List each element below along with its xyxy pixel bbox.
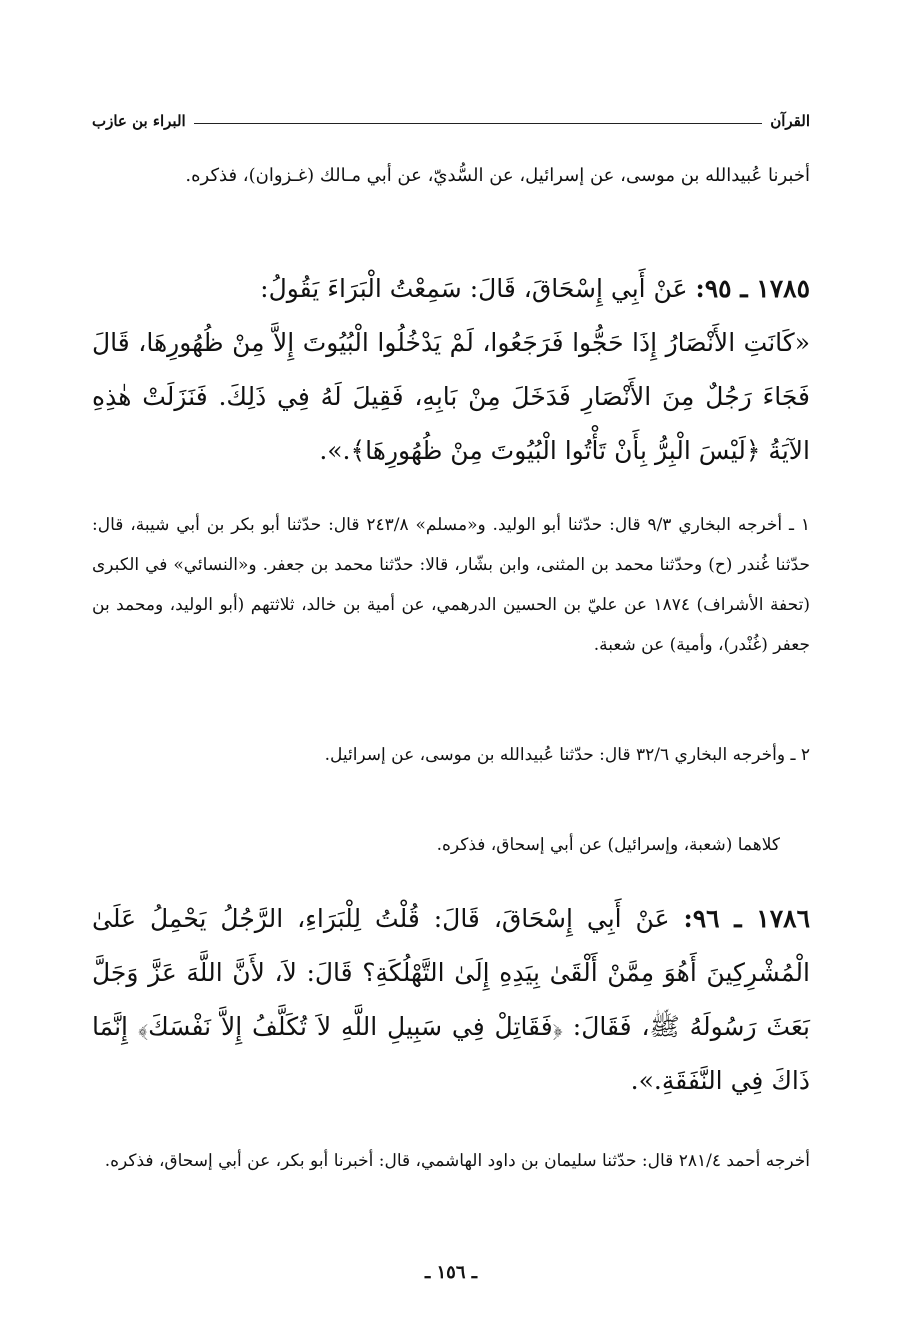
footnote-1: ١ ـ أخرجه البخاري ٩/٣ قال: حدّثنا أبو الوليد. و«مسلم» ٢٤٣/٨ قال: حدّثنا أبو بكر بن أبي شيبة، قال: حدّثنا غُندر (ح) وحدّثنا محمد بن المثنى، وابن بشّار، قالا: حدّثنا محمد بن جعفر. و«النسائي» في الكبرى (تحفة الأشراف) ١٨٧٤ عن عليّ بن الحسين الدرهمي، عن أمية بن خالد، ثلاثتهم (أبو الوليد، ومحمد بن جعفر (غُنْدر)، وأمية) عن شعبة. bbox=[92, 515, 810, 655]
intro-paragraph: أخبرنا عُبيدالله بن موسى، عن إسرائيل، عن السُّديّ، عن أبي مـالك (غـزوان)، فذكره. bbox=[185, 165, 810, 186]
hadith-1785 bbox=[92, 262, 810, 478]
footnote-2: ٢ ـ وأخرجه البخاري ٣٢/٦ قال: حدّثنا عُبيدالله بن موسى، عن إسرائيل. bbox=[324, 745, 810, 765]
running-header bbox=[92, 106, 810, 130]
page-number: ـ ١٥٦ ـ bbox=[424, 1262, 478, 1283]
header-name: البراء بن عازب bbox=[92, 112, 186, 130]
hadith-1786 bbox=[92, 892, 810, 1108]
hadith-number: ١٧٨٥ ـ ٩٥: bbox=[695, 274, 810, 303]
book-page bbox=[92, 0, 810, 1338]
header-section: القرآن bbox=[770, 112, 810, 130]
hadith-number: ١٧٨٦ ـ ٩٦: bbox=[683, 904, 810, 933]
footnote-summary: كلاهما (شعبة، وإسرائيل) عن أبي إسحاق، فذكره. bbox=[436, 835, 780, 855]
hadith-isnad: عَنْ أَبِي إِسْحَاقَ، قَالَ: سَمِعْتُ الْبَرَاءَ يَقُولُ: bbox=[260, 274, 688, 303]
hadith-text: «كَانَتِ الأَنْصَارُ إِذَا حَجُّوا فَرَجَعُوا، لَمْ يَدْخُلُوا الْبُيُوتَ إِلاَّ مِنْ ظُهُورِهَا، قَالَ فَجَاءَ رَجُلٌ مِنَ الأَنْصَارِ فَدَخَلَ مِنْ بَابِهِ، فَقِيلَ لَهُ فِي ذَلِكَ. فَنَزَلَتْ هٰذِهِ الآيَةُ ﴿لَيْسَ الْبِرُّ بِأَنْ تَأْتُوا الْبُيُوتَ مِنْ ظُهُورِهَا﴾.». bbox=[92, 328, 810, 465]
header-rule bbox=[194, 123, 763, 124]
hadith-text: عَنْ أَبِي إِسْحَاقَ، قَالَ: قُلْتُ لِلْبَرَاءِ، الرَّجُلُ يَحْمِلُ عَلَىٰ الْمُشْرِكِينَ أَهُوَ مِمَّنْ أَلْقَىٰ بِيَدِهِ إِلَىٰ التَّهْلُكَةِ؟ قَالَ: لاَ، لأَنَّ اللَّهَ عَزَّ وَجَلَّ بَعَثَ رَسُولَهُ ﷺ، فَقَالَ: ﴿فَقَاتِلْ فِي سَبِيلِ اللَّهِ لاَ تُكَلَّفُ إِلاَّ نَفْسَكَ﴾ إِنَّمَا ذَاكَ فِي النَّفَقَةِ.». bbox=[92, 904, 810, 1095]
footnote-1786: أخرجه أحمد ٢٨١/٤ قال: حدّثنا سليمان بن داود الهاشمي، قال: أخبرنا أبو بكر، عن أبي إسحاق، فذكره. bbox=[104, 1151, 810, 1171]
